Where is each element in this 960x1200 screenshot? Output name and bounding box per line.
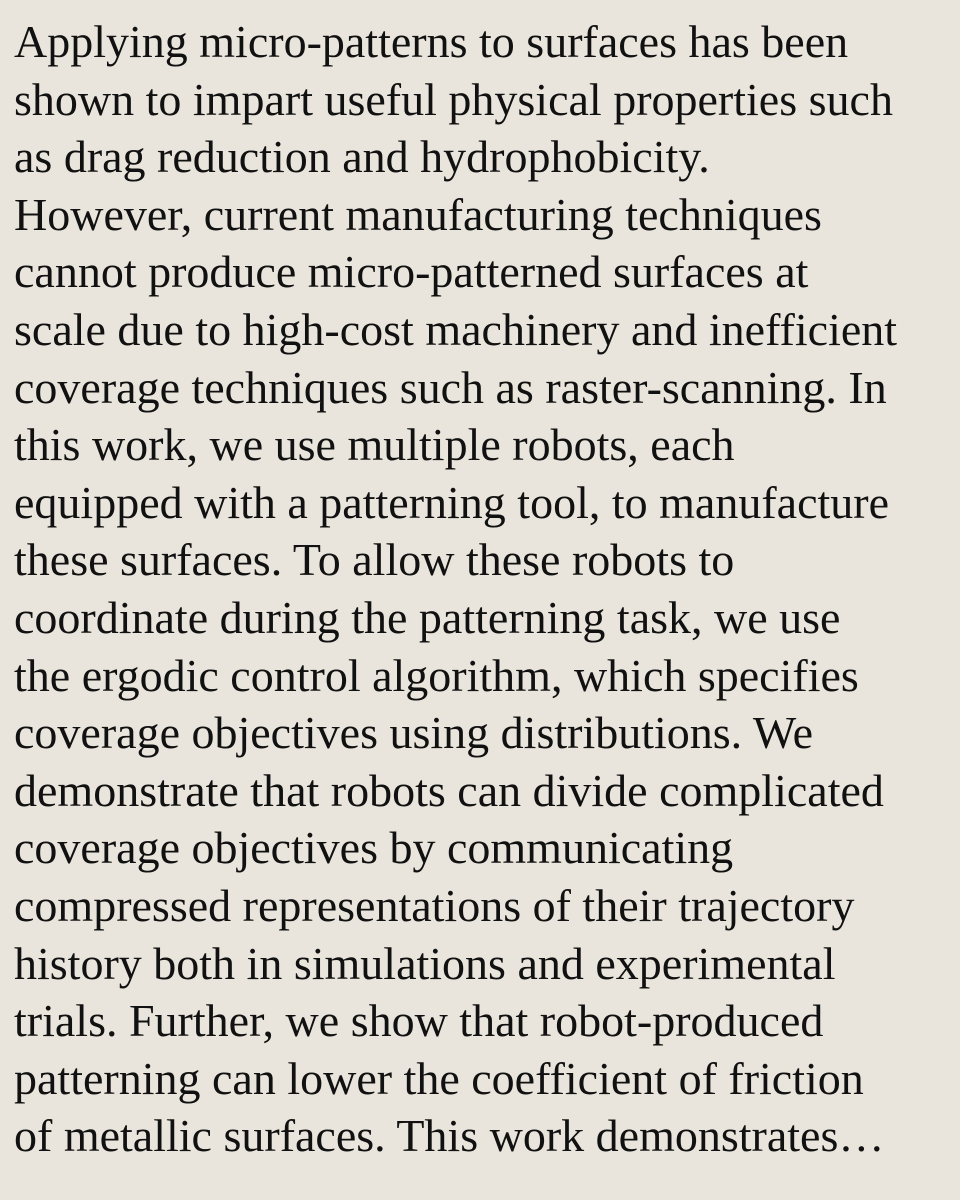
abstract-line: cannot produce micro-patterned surfaces at <box>14 246 809 298</box>
abstract-line: trials. Further, we show that robot-produced <box>14 995 824 1047</box>
abstract-line: patterning can lower the coefficient of friction <box>14 1052 864 1104</box>
abstract-line: of metallic surfaces. This work demonstrates… <box>14 1110 885 1162</box>
abstract-line: scale due to high-cost machinery and inefficient <box>14 303 898 355</box>
abstract-line: coverage techniques such as raster-scanning. In <box>14 361 887 413</box>
abstract-line: coverage objectives using distributions. We <box>14 707 814 759</box>
abstract-line: demonstrate that robots can divide complicated <box>14 764 884 816</box>
abstract-line: equipped with a patterning tool, to manufacture <box>14 476 890 528</box>
abstract-line: this work, we use multiple robots, each <box>14 419 735 471</box>
abstract-line: these surfaces. To allow these robots to <box>14 534 735 586</box>
abstract-line: However, current manufacturing techniques <box>14 188 822 240</box>
abstract-line: as drag reduction and hydrophobicity. <box>14 131 710 183</box>
abstract-line: compressed representations of their trajectory <box>14 879 855 931</box>
abstract-line: history both in simulations and experimental <box>14 937 836 989</box>
abstract-line: the ergodic control algorithm, which specifies <box>14 649 859 701</box>
abstract-text <box>14 13 954 1165</box>
abstract-line: coordinate during the patterning task, we use <box>14 591 841 643</box>
abstract-line: shown to impart useful physical properties such <box>14 73 893 125</box>
abstract-line: coverage objectives by communicating <box>14 822 734 874</box>
abstract-line: Applying micro-patterns to surfaces has been <box>14 16 849 67</box>
